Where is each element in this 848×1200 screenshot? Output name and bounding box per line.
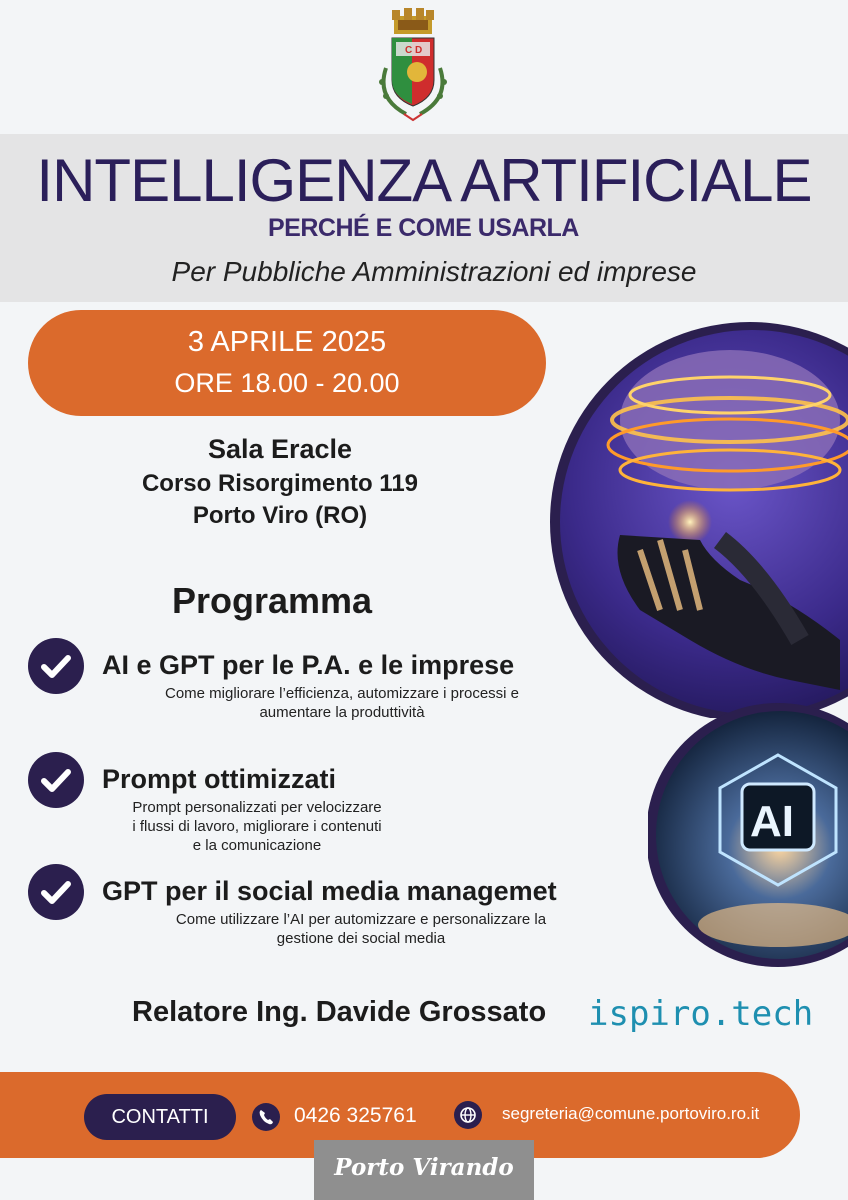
date-pill (28, 310, 546, 416)
program-item-desc (96, 798, 418, 855)
event-date: 3 APRILE 2025 (187, 326, 387, 358)
check-icon (28, 638, 84, 694)
watermark (314, 1140, 534, 1200)
venue-name: Sala Eracle (207, 434, 353, 464)
check-icon (28, 752, 84, 808)
brand-link[interactable]: ispiro.tech (588, 994, 814, 1034)
ai-chip-label: AI (750, 797, 794, 846)
program-item-desc (100, 684, 584, 722)
program-item-desc-line: aumentare la produttività (259, 704, 425, 721)
program-item-title: AI e GPT per le P.A. e le imprese (102, 650, 515, 680)
venue-block (110, 430, 450, 532)
program-item-title: GPT per il social media managemet (102, 876, 557, 906)
tagline: Per Pubbliche Amministrazioni ed imprese (171, 256, 697, 287)
phone-number[interactable]: 0426 325761 (294, 1104, 417, 1127)
program-heading: Programma (172, 580, 373, 621)
page-subtitle: PERCHÉ E COME USARLA (268, 214, 579, 242)
email-address[interactable]: segreteria@comune.portoviro.ro.it (502, 1104, 760, 1123)
program-item-desc-line: Come utilizzare l’AI per automizzare e personalizzare la (175, 911, 547, 928)
venue-city: Porto Viro (RO) (192, 502, 368, 529)
contacts-button[interactable]: CONTATTI (84, 1094, 236, 1140)
program-item-desc-line: e la comunicazione (192, 837, 322, 854)
municipal-crest-icon (370, 8, 456, 124)
program-item-title: Prompt ottimizzati (102, 764, 336, 794)
page-title: INTELLIGENZA ARTIFICIALE (36, 147, 812, 214)
speaker: Relatore Ing. Davide Grossato (132, 996, 547, 1028)
check-icon (28, 864, 84, 920)
program-item-desc-line: gestione dei social media (276, 930, 446, 947)
program-item-desc-line: i flussi di lavoro, migliorare i contenuti (132, 818, 382, 835)
phone-icon (252, 1103, 280, 1131)
ai-brain-image (540, 310, 848, 718)
venue-address: Corso Risorgimento 119 (141, 470, 419, 497)
program-item-desc (120, 910, 602, 948)
program-item-desc-line: Prompt personalizzati per velocizzare (132, 799, 382, 816)
globe-icon (454, 1101, 482, 1129)
program-item-desc-line: Come migliorare l’efficienza, automizzare i processi e (164, 685, 520, 702)
crest-letters: C D (405, 45, 423, 56)
watermark-text: Porto Virando (334, 1154, 514, 1181)
event-time: ORE 18.00 - 20.00 (174, 368, 400, 398)
ai-chip-image (648, 700, 848, 970)
